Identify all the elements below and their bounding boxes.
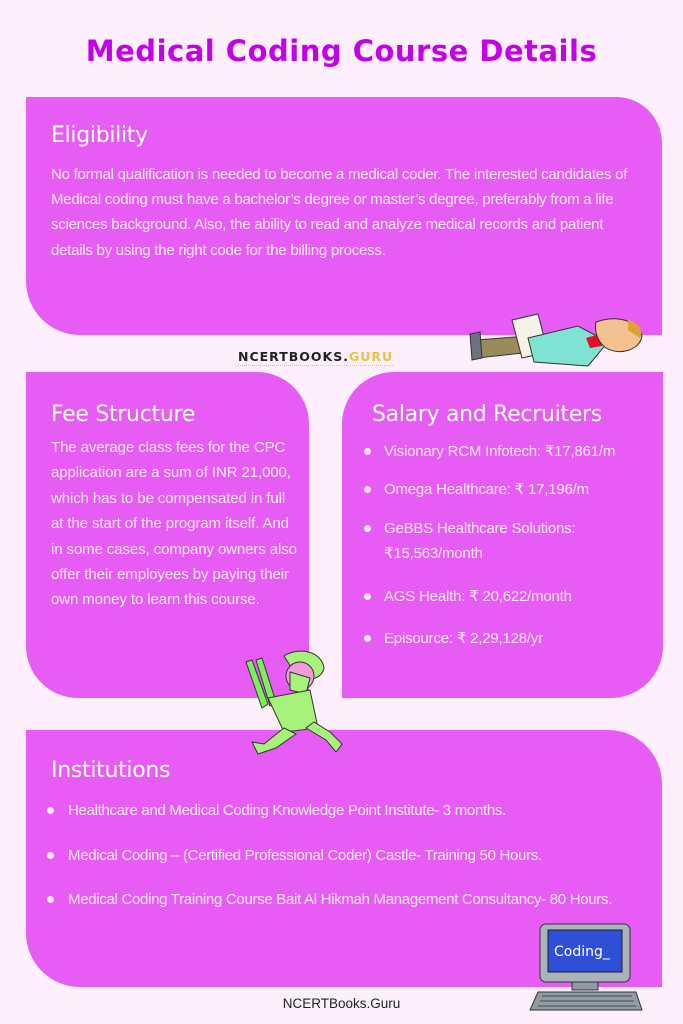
salary-heading: Salary and Recruiters — [372, 402, 602, 427]
salary-item: GeBBS Healthcare Solutions: ₹15,563/month — [372, 516, 655, 567]
salary-item: Episource: ₹ 2,29,128/yr — [372, 626, 655, 651]
salary-item: Visionary RCM Infotech: ₹17,861/m — [372, 439, 655, 464]
salary-item: AGS Health: ₹ 20,622/month — [372, 584, 655, 609]
bullet-icon — [364, 593, 371, 600]
watermark-logo — [238, 349, 393, 366]
institution-item: Medical Coding Training Course Bait Al Hikmah Management Consultancy- 80 Hours. — [51, 887, 642, 913]
fee-structure-heading: Fee Structure — [51, 402, 195, 427]
eligibility-heading: Eligibility — [51, 123, 148, 148]
bullet-icon — [364, 635, 371, 642]
bullet-icon — [364, 448, 371, 455]
reclining-man-illustration — [468, 312, 648, 368]
bullet-icon — [364, 525, 371, 532]
institution-item: Medical Coding – (Certified Professional Coder) Castle- Training 50 Hours. — [51, 843, 642, 869]
computer-screen-text: Coding_ — [554, 944, 610, 960]
bullet-icon — [47, 852, 54, 859]
salary-list — [372, 439, 655, 651]
eligibility-card — [26, 97, 662, 335]
institutions-heading: Institutions — [51, 758, 171, 783]
salary-card — [342, 372, 663, 698]
institution-item: Healthcare and Medical Coding Knowledge Point Institute- 3 months. — [51, 798, 642, 824]
running-figure-illustration — [240, 648, 350, 768]
eligibility-body: No formal qualification is needed to become a medical coder. The interested candidates of Medical coding must have a bachelor’s degree or master’s degree, preferably from a life sciences background. Also, the ability to read and analyze medical records and patient details by using the right code for the billing process. — [51, 166, 628, 259]
watermark-part2: GURU — [348, 349, 394, 364]
institutions-list — [51, 798, 642, 913]
bullet-icon — [364, 486, 371, 493]
salary-item: Omega Healthcare: ₹ 17,196/m — [372, 477, 655, 502]
page-title: Medical Coding Course Details — [85, 34, 598, 68]
fee-structure-body: The average class fees for the CPC application are a sum of INR 21,000, which has to be compensated in full at the start of the program itself. And in some cases, company owners also offer their employees by paying their own money to learn this course. — [51, 439, 297, 609]
bullet-icon — [47, 807, 54, 814]
footer-text: NCERTBooks.Guru — [282, 996, 401, 1011]
bullet-icon — [47, 896, 54, 903]
watermark-part1: NCERTBOOKS. — [238, 349, 349, 364]
